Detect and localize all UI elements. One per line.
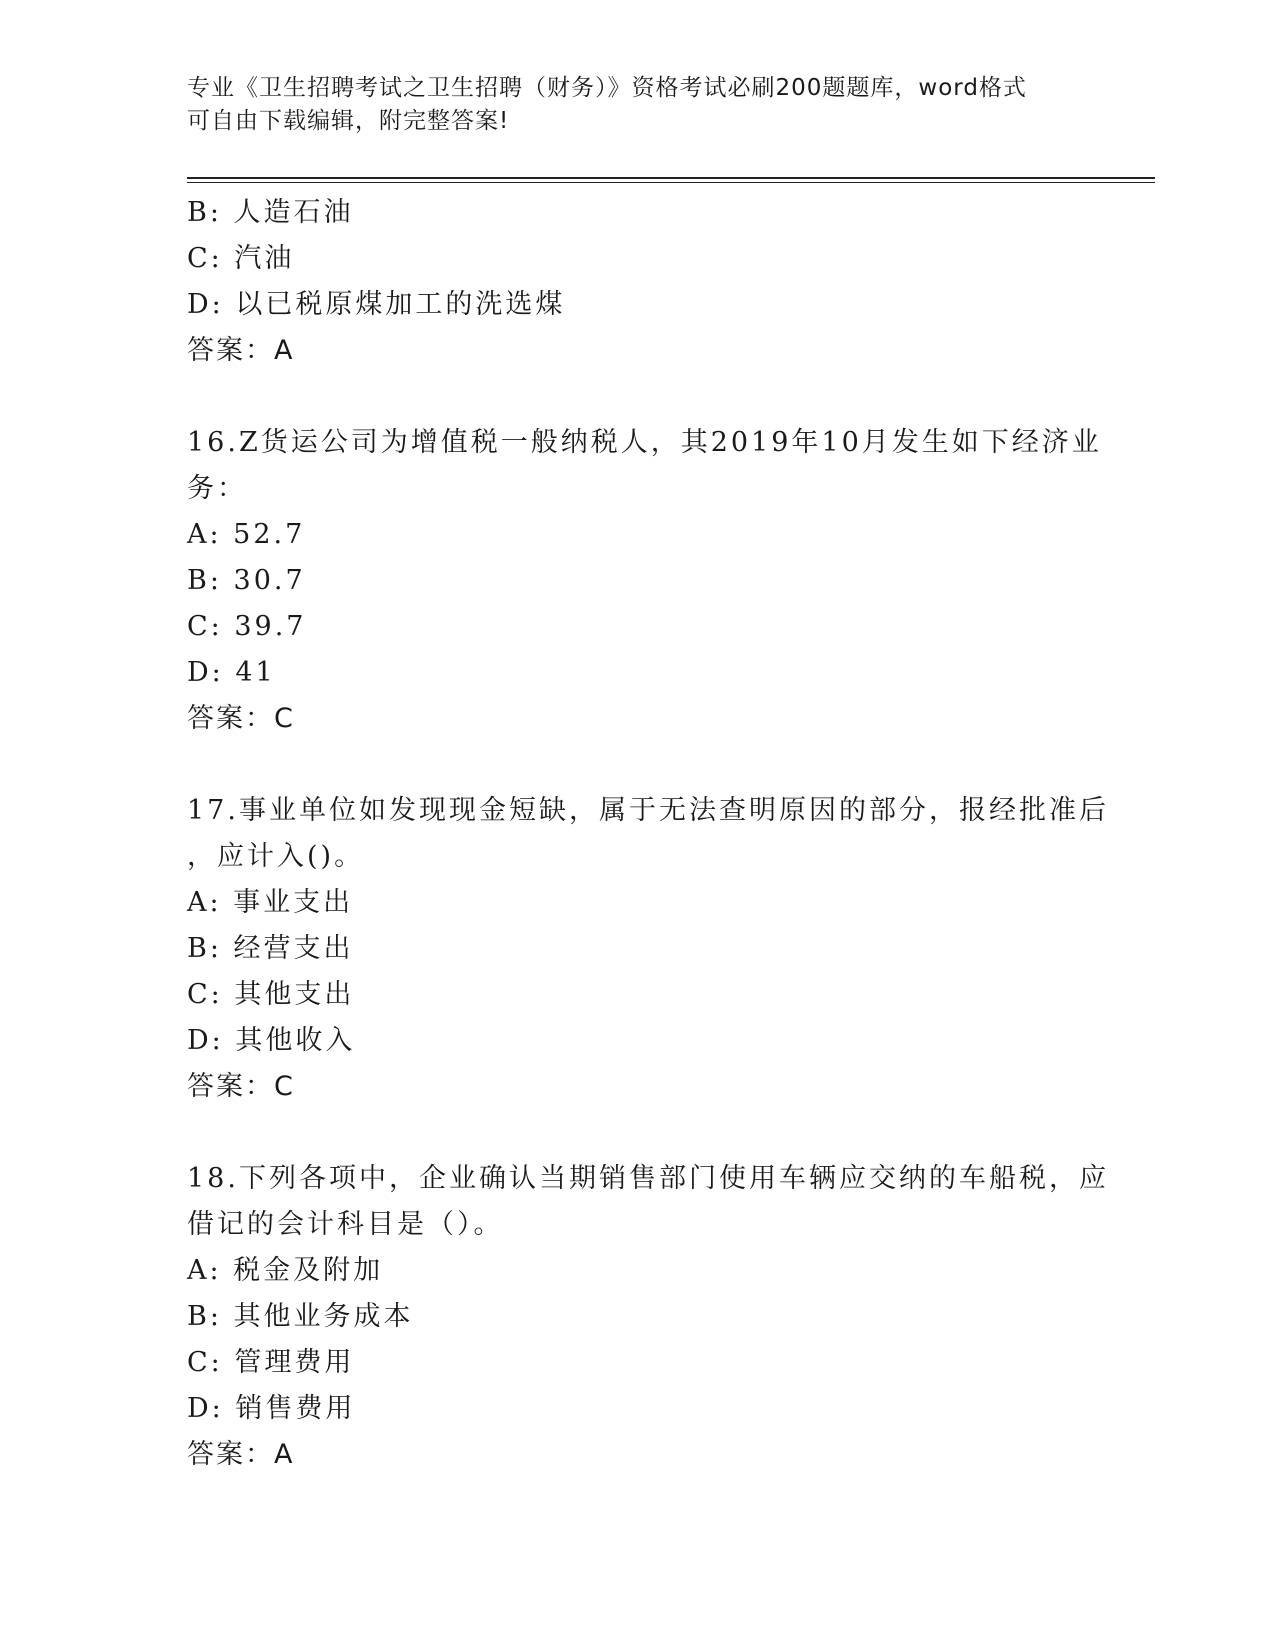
option-b: B: 30.7 xyxy=(187,565,306,596)
question-text-line-1: 18.下列各项中，企业确认当期销售部门使用车辆应交纳的车船税，应 xyxy=(187,1163,1109,1194)
document-header xyxy=(187,72,1067,138)
question-text-line-2: ，应计入()。 xyxy=(187,841,365,872)
option-d: D: 41 xyxy=(187,657,276,688)
answer-label: 答案：A xyxy=(187,335,295,366)
option-c: C: 39.7 xyxy=(187,611,307,642)
prev-question-block xyxy=(187,190,1087,374)
header-divider-thin xyxy=(187,182,1155,183)
option-c: C: 汽油 xyxy=(187,243,295,274)
answer-label: 答案：C xyxy=(187,703,295,734)
question-16 xyxy=(187,420,1102,742)
header-title-line-2: 可自由下载编辑，附完整答案! xyxy=(187,108,510,134)
option-a: A: 事业支出 xyxy=(187,887,354,918)
option-b: B: 经营支出 xyxy=(187,933,354,964)
spacer xyxy=(187,742,1087,788)
header-divider-thick xyxy=(187,177,1155,179)
option-b: B: 其他业务成本 xyxy=(187,1301,414,1332)
header-title-line-1: 专业《卫生招聘考试之卫生招聘（财务）》资格考试必刷200题题库，word格式 xyxy=(187,75,1027,101)
spacer xyxy=(187,1110,1087,1156)
question-text-line-1: 17.事业单位如发现现金短缺，属于无法查明原因的部分，报经批准后 xyxy=(187,795,1109,826)
option-d: D: 其他收入 xyxy=(187,1025,356,1056)
option-d: D: 以已税原煤加工的洗选煤 xyxy=(187,289,566,320)
option-c: C: 其他支出 xyxy=(187,979,355,1010)
question-18 xyxy=(187,1156,1109,1478)
question-text-line-2: 借记的会计科目是（）。 xyxy=(187,1209,504,1240)
question-text-line-1: 16.Z货运公司为增值税一般纳税人，其2019年10月发生如下经济业 xyxy=(187,427,1102,458)
option-a: A: 52.7 xyxy=(187,519,306,550)
spacer xyxy=(187,374,1087,420)
question-text-line-2: 务： xyxy=(187,473,247,504)
question-content xyxy=(187,190,1109,1478)
option-b: B: 人造石油 xyxy=(187,197,354,228)
option-d: D: 销售费用 xyxy=(187,1393,356,1424)
answer-label: 答案：C xyxy=(187,1071,295,1102)
option-a: A: 税金及附加 xyxy=(187,1255,384,1286)
answer-label: 答案：A xyxy=(187,1439,295,1470)
question-17 xyxy=(187,788,1109,1110)
option-c: C: 管理费用 xyxy=(187,1347,355,1378)
